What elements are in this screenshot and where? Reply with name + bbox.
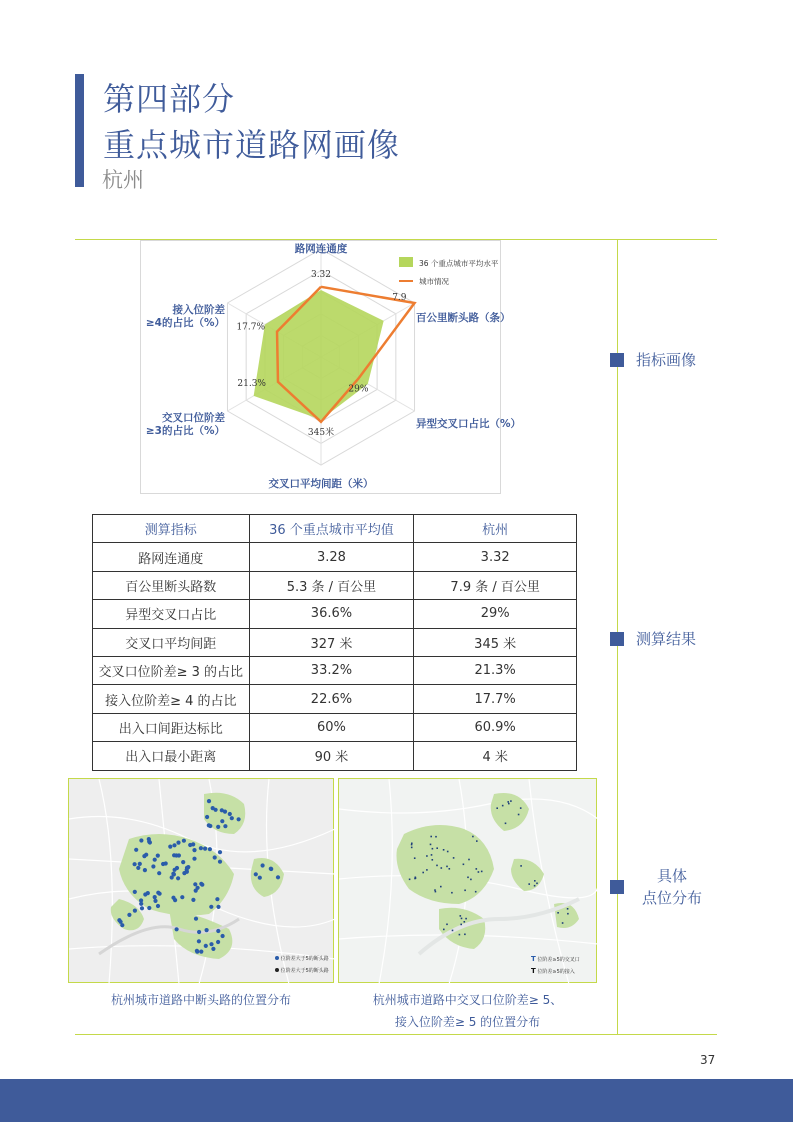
map-point (215, 897, 219, 901)
table-row (93, 685, 577, 713)
map-point (120, 923, 124, 927)
map-point (216, 825, 220, 829)
side-label-indicator-profile: 指标画像 (636, 351, 697, 369)
map-point (175, 866, 179, 870)
city-subtitle: 杭州 (102, 168, 144, 192)
map-point (228, 812, 232, 816)
map-point (218, 850, 222, 854)
black-t-icon: T (531, 967, 536, 975)
map-point (443, 929, 445, 931)
map-point (436, 847, 438, 849)
map-point (143, 892, 147, 896)
map-point (151, 864, 155, 868)
map-point (446, 924, 448, 926)
map-point (211, 806, 215, 810)
side-label-distribution-line1: 具体 (656, 867, 687, 885)
radar-axis-label (416, 417, 521, 430)
cell-city: 3.32 (414, 543, 577, 571)
map-point (430, 836, 432, 838)
map-point (453, 857, 455, 859)
map-point (518, 814, 520, 816)
map-point (567, 913, 569, 915)
dead-end-road-map-image (69, 779, 335, 984)
map-point (536, 883, 538, 885)
map-point (230, 816, 234, 820)
table-row (93, 656, 577, 684)
map-point (557, 912, 559, 914)
map-point (156, 854, 160, 858)
map-point (196, 886, 200, 890)
map-point (467, 877, 469, 879)
radar-axis-label (269, 477, 374, 490)
map-point (426, 855, 428, 857)
map-point (411, 847, 413, 849)
page-number: 37 (700, 1053, 716, 1067)
map-point (258, 876, 262, 880)
map-point (170, 875, 174, 879)
radar-axis-label-line: ≥4的占比（%） (145, 317, 225, 329)
map-point (144, 853, 148, 857)
map-point (435, 891, 437, 893)
map-point (534, 880, 536, 882)
map-point (168, 845, 172, 849)
map-point (463, 864, 465, 866)
map-point (197, 930, 201, 934)
cell-average: 60% (249, 713, 414, 741)
legend-average-swatch (399, 257, 413, 267)
radar-data-label: 29% (348, 384, 369, 395)
map-point (207, 799, 211, 803)
map-point (562, 922, 564, 924)
table-row (93, 742, 577, 770)
map-point (446, 866, 448, 868)
map-point (188, 843, 192, 847)
side-label-distribution (636, 865, 708, 909)
map2-legend-item (531, 967, 575, 975)
map-point (140, 906, 144, 910)
map-point (436, 865, 438, 867)
map-point (507, 801, 509, 803)
map-point (193, 882, 197, 886)
cell-city: 29% (414, 600, 577, 628)
map1-legend-label: 位阶差大于5的断头路 (280, 968, 329, 974)
map-point (441, 867, 443, 869)
map-point (414, 857, 416, 859)
intersection-access-map-image (339, 779, 598, 984)
cell-city: 345 米 (414, 628, 577, 656)
map1-legend-item (275, 967, 329, 974)
map-point (534, 885, 536, 887)
map2-caption-line1: 杭州城市道路中交叉口位阶差≥ 5、 (372, 993, 563, 1007)
map-point (440, 886, 442, 888)
map1-caption: 杭州城市道路中断头路的位置分布 (110, 993, 291, 1007)
map-point (161, 862, 165, 866)
map-point (508, 803, 510, 805)
cell-average: 22.6% (249, 685, 414, 713)
map-point (153, 899, 157, 903)
map-point (176, 841, 180, 845)
map-point (460, 924, 462, 926)
side-marker-square (610, 353, 624, 367)
radar-axis-label (146, 411, 226, 437)
intersection-access-map (338, 778, 597, 983)
map-point (157, 871, 161, 875)
map-point (254, 872, 258, 876)
map-point (216, 905, 220, 909)
header-average: 36 个重点城市平均值 (249, 515, 414, 543)
cell-city: 4 米 (414, 742, 577, 770)
cell-average: 36.6% (249, 600, 414, 628)
radar-axis-label-line: 路网连通度 (294, 243, 348, 255)
side-marker-square (610, 880, 624, 894)
map-point (449, 868, 451, 870)
cell-city: 21.3% (414, 656, 577, 684)
table-row (93, 543, 577, 571)
cell-indicator: 接入位阶差≥ 4 的占比 (93, 685, 250, 713)
map-point (203, 847, 207, 851)
map-point (192, 848, 196, 852)
map-point (464, 934, 466, 936)
map-point (431, 854, 433, 856)
cell-city: 60.9% (414, 713, 577, 741)
map-point (139, 838, 143, 842)
cell-average: 33.2% (249, 656, 414, 684)
map-point (180, 895, 184, 899)
blue-t-icon: T (531, 955, 536, 963)
cell-indicator: 出入口最小距离 (93, 742, 250, 770)
map-point (205, 815, 209, 819)
map-point (409, 879, 411, 881)
map-point (176, 876, 180, 880)
map-point (432, 848, 434, 850)
map-point (136, 866, 140, 870)
map-point (172, 843, 176, 847)
map-point (520, 865, 522, 867)
radar-data-label: 345米 (307, 427, 335, 438)
map-point (181, 860, 185, 864)
map-point (191, 898, 195, 902)
cell-indicator: 路网连通度 (93, 543, 250, 571)
blue-dot-icon (275, 956, 279, 960)
map-point (451, 892, 453, 894)
section-title: 第四部分 (103, 80, 236, 118)
map-point (223, 810, 227, 814)
dead-end-road-map (68, 778, 334, 983)
map-point (460, 915, 462, 917)
map-point (496, 807, 498, 809)
map-point (173, 898, 177, 902)
map-point (147, 906, 151, 910)
table-row (93, 600, 577, 628)
map-point (567, 908, 569, 910)
radar-axis-label-line: 交叉口位阶差 (162, 412, 225, 424)
side-label-distribution-line2: 点位分布 (641, 889, 702, 907)
map-point (223, 824, 227, 828)
map-point (216, 929, 220, 933)
map-point (209, 905, 213, 909)
map-point (197, 939, 201, 943)
footer-bar (0, 1079, 793, 1122)
map-point (478, 871, 480, 873)
header-indicator: 测算指标 (93, 515, 250, 543)
side-label-results: 测算结果 (636, 630, 697, 648)
map-point (192, 857, 196, 861)
radar-data-label: 7.9 (392, 293, 407, 303)
radar-data-label: 21.3% (237, 378, 266, 389)
map-point (276, 875, 280, 879)
metrics-table (92, 514, 577, 771)
cell-indicator: 百公里断头路数 (93, 571, 250, 599)
map-point (475, 891, 477, 893)
map-point (220, 819, 224, 823)
map-point (443, 849, 445, 851)
map-point (447, 851, 449, 853)
radar-chart (140, 240, 522, 494)
cell-average: 3.28 (249, 543, 414, 571)
map-point (133, 890, 137, 894)
radar-data-label: 17.7% (236, 322, 266, 333)
map-point (415, 877, 417, 879)
map-point (208, 847, 212, 851)
black-dot-icon (275, 968, 279, 972)
map-point (502, 805, 504, 807)
map-point (194, 917, 198, 921)
header-city: 杭州 (414, 515, 577, 543)
map-point (472, 836, 474, 838)
cell-average: 90 米 (249, 742, 414, 770)
map-point (435, 836, 437, 838)
cell-average: 5.3 条 / 百公里 (249, 571, 414, 599)
side-marker-square (610, 632, 624, 646)
map-point (269, 867, 273, 871)
radar-axis-label-line: 异型交叉口占比（%） (416, 418, 522, 430)
map-point (528, 883, 530, 885)
map-point (209, 942, 213, 946)
radar-axis-label-line: 百公里断头路（条） (416, 312, 511, 324)
map-point (505, 823, 507, 825)
map-point (134, 848, 138, 852)
map-point (216, 940, 220, 944)
radar-axis-label (146, 303, 226, 329)
map-point (218, 860, 222, 864)
map-point (465, 918, 467, 920)
map-point (261, 863, 265, 867)
map2-legend-label: 位阶差≥5的交叉口 (537, 957, 580, 963)
cell-indicator: 异型交叉口占比 (93, 600, 250, 628)
map-point (464, 890, 466, 892)
map-point (221, 934, 225, 938)
radar-chart-svg (141, 241, 522, 495)
map-point (133, 862, 137, 866)
legend-city-label: 城市情况 (419, 277, 449, 286)
table-header-row (93, 515, 577, 543)
map1-legend-item (275, 955, 329, 962)
map-point (476, 868, 478, 870)
title-accent-bar (75, 74, 84, 187)
map-point (182, 839, 186, 843)
cell-city: 7.9 条 / 百公里 (414, 571, 577, 599)
cell-indicator: 出入口间距达标比 (93, 713, 250, 741)
radar-axis-label-line: ≥3的占比（%） (145, 425, 225, 437)
cell-indicator: 交叉口位阶差≥ 3 的占比 (93, 656, 250, 684)
map-point (452, 930, 454, 932)
radar-axis-label (294, 242, 348, 255)
map-point (461, 918, 463, 920)
map-point (426, 869, 428, 871)
table-row (93, 571, 577, 599)
map-point (434, 889, 436, 891)
map-point (476, 840, 478, 842)
map-point (139, 902, 143, 906)
map-point (205, 928, 209, 932)
map-point (153, 895, 157, 899)
map1-legend-label: 位阶差大于5的断头路 (280, 956, 329, 962)
table-row (93, 628, 577, 656)
map-point (411, 843, 413, 845)
map-point (422, 872, 424, 874)
map2-legend-label: 位阶差≥5的接入 (537, 969, 575, 975)
cell-city: 17.7% (414, 685, 577, 713)
map-point (138, 862, 142, 866)
map-point (208, 824, 212, 828)
map-point (133, 909, 137, 913)
map-point (171, 872, 175, 876)
map-point (459, 934, 461, 936)
radar-axis-label-line: 接入位阶差 (172, 304, 225, 316)
map-point (199, 950, 203, 954)
map-point (127, 913, 131, 917)
map-point (199, 882, 203, 886)
map-point (156, 891, 160, 895)
map-point (481, 871, 483, 873)
map-point (199, 846, 203, 850)
map-point (143, 868, 147, 872)
radar-data-label: 3.32 (310, 269, 332, 280)
map-point (195, 950, 199, 954)
map-point (520, 807, 522, 809)
map-point (470, 879, 472, 881)
map-point (204, 944, 208, 948)
map-point (432, 859, 434, 861)
radar-axis-label (416, 311, 511, 324)
map-point (211, 947, 215, 951)
map-point (464, 921, 466, 923)
map-point (147, 837, 151, 841)
legend-average-label: 36 个重点城市平均水平 (419, 259, 499, 268)
map-point (175, 927, 179, 931)
chart-legend (399, 257, 499, 286)
map-point (430, 844, 432, 846)
map-point (185, 870, 189, 874)
map-point (510, 800, 512, 802)
radar-axis-label-line: 交叉口平均间距（米） (268, 478, 374, 490)
map2-caption-line2: 接入位阶差≥ 5 的位置分布 (394, 1015, 541, 1029)
map-point (213, 855, 217, 859)
page-title: 重点城市道路网画像 (103, 126, 401, 164)
frame-bottom-line (75, 1034, 717, 1035)
map-point (468, 859, 470, 861)
series-average-area (254, 290, 384, 420)
map-point (156, 904, 160, 908)
table-row (93, 713, 577, 741)
cell-average: 327 米 (249, 628, 414, 656)
map-point (174, 853, 178, 857)
map-point (153, 858, 157, 862)
map-point (237, 817, 241, 821)
cell-indicator: 交叉口平均间距 (93, 628, 250, 656)
map2-legend-item (531, 955, 580, 963)
